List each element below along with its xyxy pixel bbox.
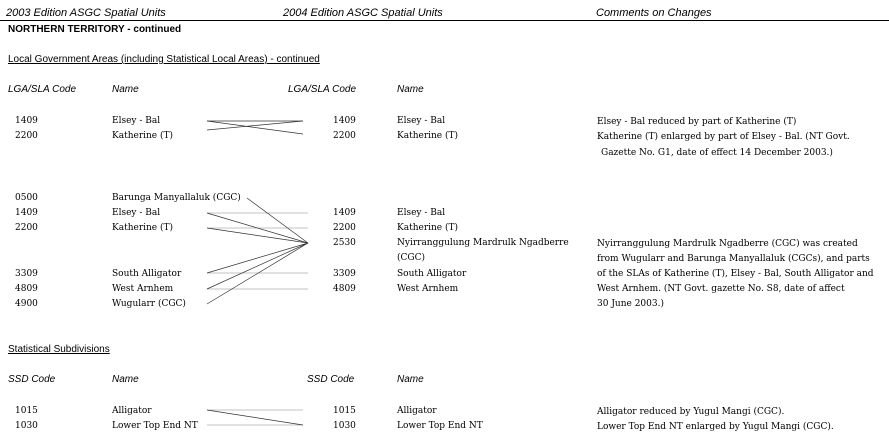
g1-right-code: 1409 (333, 116, 356, 126)
g1-right-name: Katherine (T) (397, 131, 459, 141)
connector-g1-elsey-katherine (207, 121, 303, 134)
connector-g2-southalligator-new (207, 243, 308, 273)
g2-left-name: Wugularr (CGC) (112, 299, 186, 309)
g1-left-code: 2200 (15, 131, 38, 141)
g2-left-code: 4900 (15, 299, 38, 309)
header-col-2004: 2004 Edition ASGC Spatial Units (283, 7, 443, 19)
g2-comment-line: Nyirranggulung Mardrulk Ngadberre (CGC) was created (597, 239, 858, 249)
ssd-right-name: Lower Top End NT (397, 421, 483, 431)
g1-left-name: Elsey - Bal (112, 116, 161, 126)
g1-comment-line: Elsey - Bal reduced by part of Katherine (T) (597, 117, 797, 127)
g1-right-code: 2200 (333, 131, 356, 141)
g1-left-code: 1409 (15, 116, 38, 126)
g2-left-code: 1409 (15, 208, 38, 218)
ssd-right-name: Alligator (397, 406, 437, 416)
ssd-col-name-left: Name (112, 374, 139, 385)
g2-comment-line: 30 June 2003.) (597, 299, 664, 309)
g2-left-code: 0500 (15, 193, 38, 203)
ssd-right-code: 1030 (333, 421, 356, 431)
lga-col-code-left: LGA/SLA Code (8, 84, 77, 95)
g2-comment-line: West Arnhem. (NT Govt. gazette No. S8, date of affect (597, 284, 845, 294)
g2-right-code: 2200 (333, 223, 356, 233)
g2-right-name: Katherine (T) (397, 223, 459, 233)
g1-comment-line: Katherine (T) enlarged by part of Elsey - Bal. (NT Govt. (597, 132, 850, 142)
g2-right-code: 1409 (333, 208, 356, 218)
g2-right-code: 2530 (333, 238, 356, 248)
ssd-comment-line: Lower Top End NT enlarged by Yugul Mangi (CGC). (597, 422, 834, 432)
ssd-comment-line: Alligator reduced by Yugul Mangi (CGC). (597, 407, 785, 417)
g2-left-code: 4809 (15, 284, 38, 294)
g2-right-name: South Alligator (397, 269, 467, 279)
g2-comment-line: of the SLAs of Katherine (T), Elsey - Bal, South Alligator and (597, 269, 874, 279)
ssd-left-code: 1015 (15, 406, 38, 416)
header-col-comments: Comments on Changes (596, 7, 712, 19)
g2-right-name-cont: (CGC) (397, 253, 425, 263)
connector-ssd-alligator-lowertopend (207, 410, 303, 425)
connector-g2-westarnhem-new (207, 243, 308, 289)
ssd-col-code-left: SSD Code (8, 374, 56, 385)
ssd-right-code: 1015 (333, 406, 356, 416)
connector-g2-wugularr-new (207, 243, 308, 304)
g2-left-name: West Arnhem (112, 284, 174, 294)
connector-g2-katherine-new (207, 228, 308, 243)
g1-right-name: Elsey - Bal (397, 116, 446, 126)
connector-g1-katherine-elsey (207, 121, 303, 130)
ssd-left-name: Lower Top End NT (112, 421, 198, 431)
ssd-left-name: Alligator (112, 406, 152, 416)
ssd-col-name-right: Name (397, 374, 424, 385)
lga-section-title: Local Government Areas (including Statistical Local Areas) - continued (8, 54, 320, 65)
g2-left-name: Katherine (T) (112, 223, 174, 233)
g2-comment-line: from Wugularr and Barunga Manyallaluk (CGCs), and parts (597, 254, 870, 264)
lga-col-code-right: LGA/SLA Code (288, 84, 357, 95)
ssd-col-code-right: SSD Code (307, 374, 355, 385)
lga-col-name-left: Name (112, 84, 139, 95)
g1-comment-line: Gazette No. G1, date of effect 14 December 2003.) (601, 148, 833, 158)
g2-left-name: Barunga Manyallaluk (CGC) (112, 193, 241, 203)
g2-left-name: South Alligator (112, 269, 182, 279)
ssd-section-title: Statistical Subdivisions (8, 344, 110, 355)
g2-left-name: Elsey - Bal (112, 208, 161, 218)
region-title: NORTHERN TERRITORY - continued (8, 24, 182, 35)
g2-right-code: 4809 (333, 284, 356, 294)
lga-col-name-right: Name (397, 84, 424, 95)
g2-left-code: 3309 (15, 269, 38, 279)
g2-right-name: Elsey - Bal (397, 208, 446, 218)
g1-left-name: Katherine (T) (112, 131, 174, 141)
g2-right-code: 3309 (333, 269, 356, 279)
header-col-2003: 2003 Edition ASGC Spatial Units (6, 7, 166, 19)
ssd-left-code: 1030 (15, 421, 38, 431)
connector-g2-barunga (247, 198, 308, 243)
g2-right-name: West Arnhem (397, 284, 459, 294)
g2-right-name: Nyirranggulung Mardrulk Ngadberre (397, 238, 569, 248)
g2-left-code: 2200 (15, 223, 38, 233)
